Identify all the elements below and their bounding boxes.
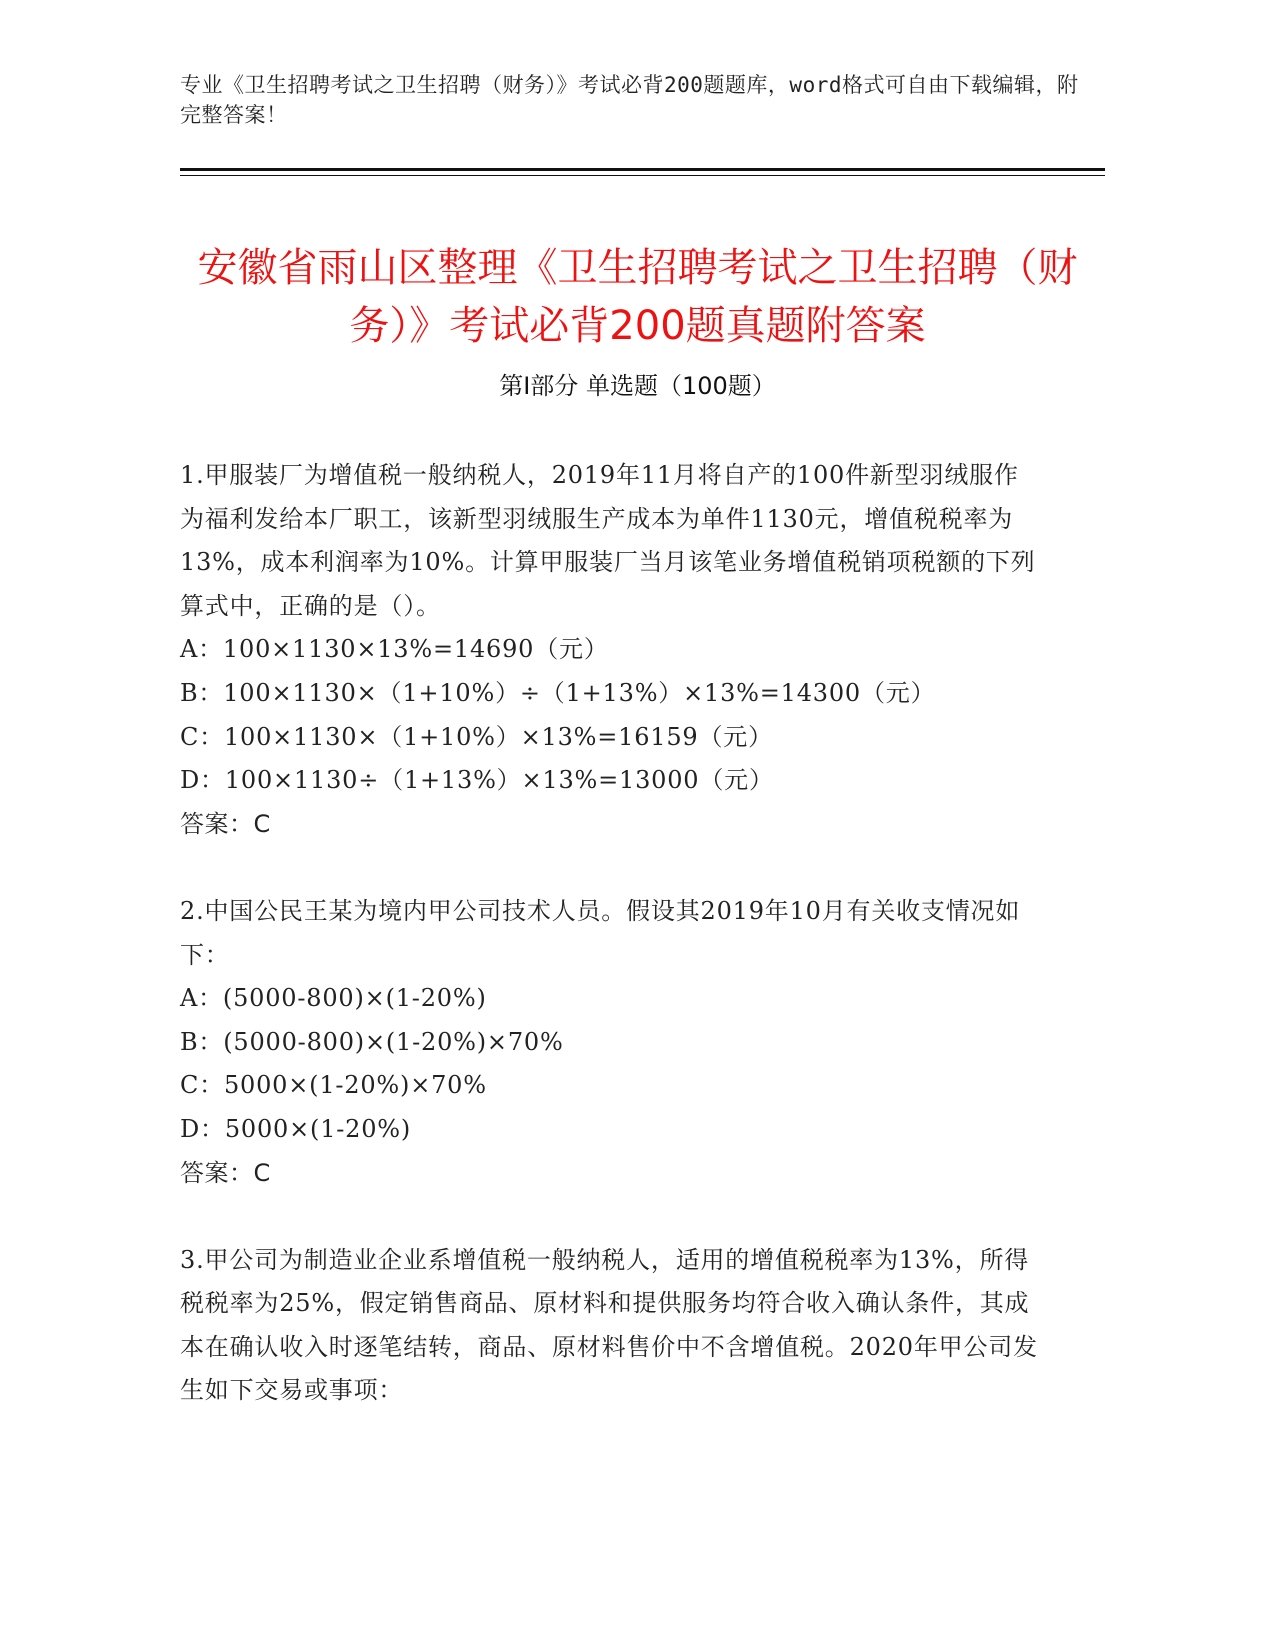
option-c: C：100×1130×（1+10%）×13%=16159（元） <box>180 722 773 751</box>
section-title: 第Ⅰ部分 单选题（100题） <box>499 372 776 400</box>
question-3 <box>180 1239 1040 1413</box>
question-stem: 1.甲服装厂为增值税一般纳税人，2019年11月将自产的100件新型羽绒服作为福利发给本厂职工，该新型羽绒服生产成本为单件1130元，增值税税率为13%，成本利润率为10%。计算甲服装厂当月该笔业务增值税销项税额的下列算式中，正确的是（）。 <box>180 461 1036 620</box>
question-stem: 2.中国公民王某为境内甲公司技术人员。假设其2019年10月有关收支情况如下： <box>180 896 1021 969</box>
document-title: 安徽省雨山区整理《卫生招聘考试之卫生招聘（财务）》考试必背200题真题附答案 <box>197 244 1078 349</box>
option-b: B：100×1130×（1+10%）÷（1+13%）×13%=14300（元） <box>180 678 936 707</box>
option-a: A：100×1130×13%=14690（元） <box>180 635 609 664</box>
answer: 答案：C <box>180 809 271 838</box>
question-1 <box>180 454 1040 846</box>
option-d: D：100×1130÷（1+13%）×13%=13000（元） <box>180 766 774 795</box>
option-c: C：5000×(1-20%)×70% <box>180 1071 487 1100</box>
header-note: 专业《卫生招聘考试之卫生招聘（财务）》考试必背200题题库，word格式可自由下载编辑，附完整答案！ <box>180 73 1079 127</box>
option-b: B：(5000-800)×(1-20%)×70% <box>180 1027 564 1056</box>
answer: 答案：C <box>180 1158 271 1187</box>
question-list <box>180 454 1040 1457</box>
option-a: A：(5000-800)×(1-20%) <box>180 984 487 1013</box>
question-2 <box>180 890 1040 1195</box>
header-divider-thin <box>180 175 1105 176</box>
option-d: D：5000×(1-20%) <box>180 1114 412 1143</box>
header-divider-thick <box>180 168 1105 171</box>
question-stem: 3.甲公司为制造业企业系增值税一般纳税人，适用的增值税税率为13%，所得税税率为25%，假定销售商品、原材料和提供服务均符合收入确认条件，其成本在确认收入时逐笔结转，商品、原材料售价中不含增值税。2020年甲公司发生如下交易或事项： <box>180 1245 1038 1405</box>
